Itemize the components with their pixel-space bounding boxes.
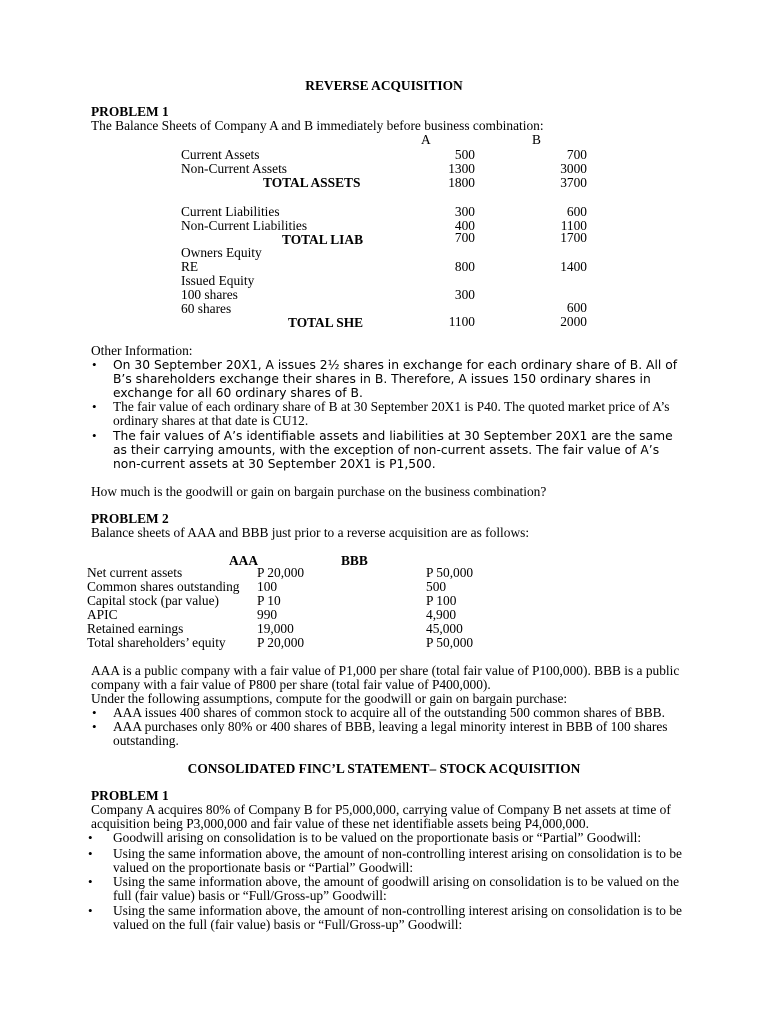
bullet-item: AAA purchases only 80% or 400 shares of BBB, leaving a legal minority interest in BBB of 100 shares outstanding.	[113, 719, 668, 748]
bullet-item: Using the same information above, the amount of goodwill arising on consolidation is to be valued on the full (fair value) basis or “Full/Gross-up” Goodwill:	[113, 874, 680, 903]
column-header-b: B	[532, 132, 541, 147]
cell-b: 700	[566, 147, 587, 162]
row-label: 100 shares	[181, 287, 238, 302]
cell-bbb: P 50,000	[426, 635, 474, 650]
section-title: CONSOLIDATED FINC’L STATEMENT– STOCK ACQUISITION	[187, 761, 581, 776]
bullet-marker	[92, 400, 102, 414]
row-label: Current Assets	[181, 147, 260, 162]
row-label: Owners Equity	[181, 245, 262, 260]
problem-1-intro: The Balance Sheets of Company A and B immediately before business combination:	[91, 118, 544, 133]
bullet-item: The fair values of A’s identifiable assets and liabilities at 30 September 20X1 are the same as their carrying amounts, with the exception of non-current assets. The fair value of A’s non-current assets at 30 September 20X1 is P1,500.	[113, 429, 673, 471]
column-header-bbb: BBB	[341, 553, 368, 568]
row-label: Common shares outstanding	[87, 579, 240, 594]
cell-bbb: P 50,000	[426, 565, 474, 580]
bullet-marker	[92, 706, 102, 720]
row-label: 60 shares	[181, 301, 232, 316]
problem-1-heading: PROBLEM 1	[91, 104, 169, 119]
bullet-marker	[88, 904, 98, 918]
row-label: APIC	[87, 607, 118, 622]
problem-2-paragraph: AAA is a public company with a fair value of P1,000 per share (total fair value of P100,000). BBB is a public company with a fair value of P800 per share (total fair value of P400,000).	[91, 663, 680, 692]
cell-b: 3000	[560, 161, 587, 176]
cell-bbb: 4,900	[426, 607, 457, 622]
problem-1b-intro: Company A acquires 80% of Company B for P5,000,000, carrying value of Company B net assets at time of acquisition being P3,000,000 and fair value of these net identifiable assets being P4,000,000.	[91, 802, 671, 831]
row-label: RE	[181, 259, 199, 274]
column-header-a: A	[421, 132, 431, 147]
problem-1-question: How much is the goodwill or gain on bargain purchase on the business combination?	[91, 484, 547, 499]
row-label: Retained earnings	[87, 621, 184, 636]
other-information-label: Other Information:	[91, 343, 193, 358]
bullet-item: Using the same information above, the amount of non-controlling interest arising on consolidation is to be valued on the full (fair value) basis or “Full/Gross-up” Goodwill:	[113, 903, 682, 932]
cell-bbb: 500	[426, 579, 447, 594]
cell-a: 1800	[448, 175, 475, 190]
cell-a: 300	[454, 287, 475, 302]
cell-b: 600	[566, 300, 587, 315]
cell-a: 1100	[448, 314, 475, 329]
problem-2-heading: PROBLEM 2	[91, 511, 169, 526]
bullet-item: On 30 September 20X1, A issues 2½ shares in exchange for each ordinary share of B. All of B’s shareholders exchange their shares in B. Therefore, A issues 150 ordinary shares in exchange for all 60 ordinary shares of B.	[113, 358, 678, 400]
cell-a: 500	[454, 147, 475, 162]
row-label-total: TOTAL SHE	[288, 315, 364, 330]
cell-b: 3700	[560, 175, 587, 190]
row-label-total: TOTAL ASSETS	[263, 175, 361, 190]
column-header-aaa: AAA	[229, 553, 259, 568]
cell-a: 400	[454, 218, 475, 233]
row-label: Total shareholders’ equity	[87, 635, 226, 650]
cell-b: 600	[566, 204, 587, 219]
page-title: REVERSE ACQUISITION	[305, 78, 463, 93]
cell-bbb: P 100	[426, 593, 457, 608]
cell-aaa: P 20,000	[257, 565, 305, 580]
problem-2-intro: Balance sheets of AAA and BBB just prior to a reverse acquisition are as follows:	[91, 525, 530, 540]
cell-b: 2000	[560, 314, 587, 329]
cell-a: 1300	[448, 161, 475, 176]
cell-aaa: P 20,000	[257, 635, 305, 650]
row-label-total: TOTAL LIAB	[282, 232, 363, 247]
bullet-item: Using the same information above, the amount of non-controlling interest arising on consolidation is to be valued on the proportionate basis or “Partial” Goodwill:	[113, 846, 682, 875]
row-label: Net current assets	[87, 565, 183, 580]
bullet-marker	[92, 720, 102, 734]
row-label: Capital stock (par value)	[87, 593, 219, 608]
bullet-marker	[92, 429, 102, 443]
row-label: Current Liabilities	[181, 204, 280, 219]
cell-b: 1700	[560, 230, 587, 245]
row-label: Non-Current Liabilities	[181, 218, 308, 233]
cell-b: 1100	[560, 218, 587, 233]
bullet-item: Goodwill arising on consolidation is to be valued on the proportionate basis or “Partial” Goodwill:	[113, 830, 642, 845]
cell-a: 300	[454, 204, 475, 219]
bullet-marker	[92, 358, 102, 372]
cell-aaa: P 10	[257, 593, 281, 608]
bullet-marker	[88, 875, 98, 889]
bullet-marker	[88, 831, 98, 845]
bullet-item: The fair value of each ordinary share of B at 30 September 20X1 is P40. The quoted market price of A’s ordinary shares at that date is CU12.	[113, 399, 670, 428]
cell-b: 1400	[560, 259, 587, 274]
row-label: Non-Current Assets	[181, 161, 287, 176]
bullet-item: AAA issues 400 shares of common stock to acquire all of the outstanding 500 common shares of BBB.	[113, 705, 665, 720]
cell-aaa: 19,000	[257, 621, 294, 636]
bullet-marker	[88, 847, 98, 861]
cell-aaa: 990	[257, 607, 278, 622]
cell-bbb: 45,000	[426, 621, 463, 636]
problem-2-instruction: Under the following assumptions, compute for the goodwill or gain on bargain purchase:	[91, 691, 568, 706]
cell-aaa: 100	[257, 579, 278, 594]
row-label: Issued Equity	[181, 273, 255, 288]
problem-1b-heading: PROBLEM 1	[91, 788, 169, 803]
cell-a: 700	[454, 230, 475, 245]
cell-a: 800	[454, 259, 475, 274]
